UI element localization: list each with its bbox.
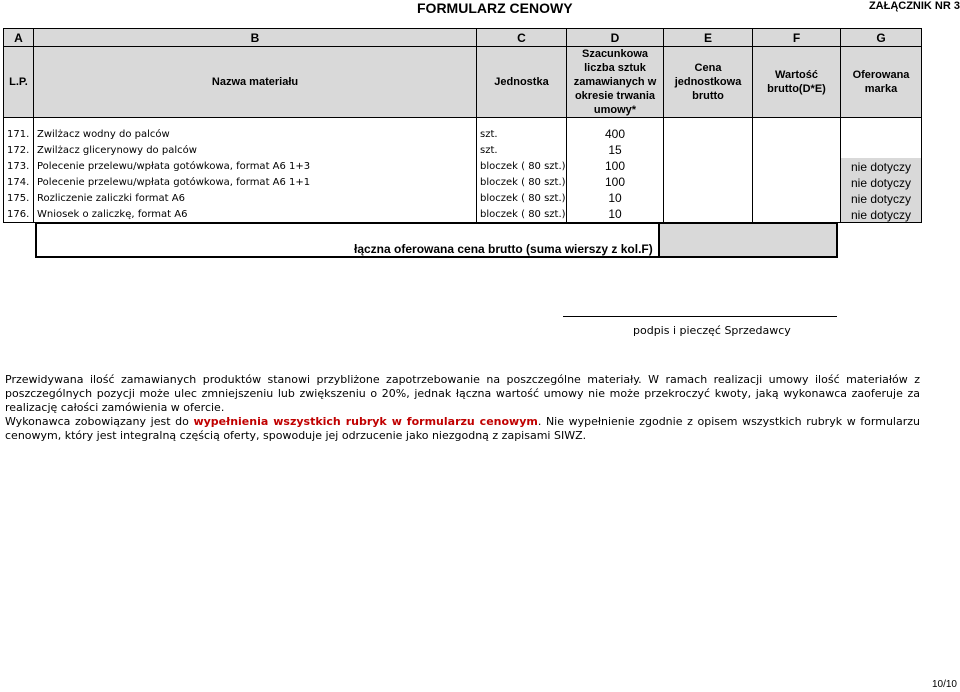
table-row <box>4 206 922 223</box>
page-number: 10/10 <box>931 679 957 690</box>
table-row <box>4 158 922 174</box>
signature-label: podpis i pieczęć Sprzedawcy <box>633 324 791 337</box>
row-lp: 175. <box>4 190 34 206</box>
row-brand-not-applicable: nie dotyczy <box>841 206 922 223</box>
row-lp: 174. <box>4 174 34 190</box>
column-letters-row <box>4 29 922 47</box>
table-row <box>4 142 922 158</box>
price-table <box>3 28 922 223</box>
row-unit: bloczek ( 80 szt.) <box>477 190 567 206</box>
row-unit-price-cell[interactable] <box>664 158 753 174</box>
row-lp: 172. <box>4 142 34 158</box>
row-unit-price-cell[interactable] <box>664 206 753 223</box>
table-row <box>4 126 922 142</box>
header-material-name: Nazwa materiału <box>34 47 477 118</box>
total-price-row <box>35 222 838 258</box>
row-quantity: 10 <box>567 206 664 223</box>
col-letter-b: B <box>34 29 477 47</box>
total-price-cell[interactable] <box>658 222 838 258</box>
row-unit: bloczek ( 80 szt.) <box>477 206 567 223</box>
header-unit: Jednostka <box>477 47 567 118</box>
col-letter-d: D <box>567 29 664 47</box>
row-lp: 176. <box>4 206 34 223</box>
notes-section <box>5 373 920 443</box>
completion-note-start: Wykonawca zobowiązany jest do <box>5 415 194 428</box>
col-letter-e: E <box>664 29 753 47</box>
header-unit-price: Cena jednostkowa brutto <box>664 47 753 118</box>
completion-note <box>5 415 920 443</box>
row-unit-price-cell[interactable] <box>664 190 753 206</box>
col-letter-g: G <box>841 29 922 47</box>
row-quantity: 10 <box>567 190 664 206</box>
table-row <box>4 190 922 206</box>
row-material-name: Zwilżacz wodny do palców <box>34 126 477 142</box>
col-letter-c: C <box>477 29 567 47</box>
row-gross-value-cell[interactable] <box>753 142 841 158</box>
completion-note-highlight: wypełnienia wszystkich rubryk w formularzu cenowym <box>193 415 538 428</box>
row-quantity: 100 <box>567 174 664 190</box>
col-letter-f: F <box>753 29 841 47</box>
row-quantity: 100 <box>567 158 664 174</box>
row-quantity: 400 <box>567 126 664 142</box>
column-headers-row <box>4 47 922 118</box>
table-row <box>4 174 922 190</box>
row-material-name: Rozliczenie zaliczki format A6 <box>34 190 477 206</box>
row-unit-price-cell[interactable] <box>664 174 753 190</box>
signature-line <box>563 316 837 317</box>
completion-note-end: . Nie wypełnienie zgodnie z opisem wszystkich rubryk w formularzu cenowym, który jest integralną częścią oferty, spowoduje jej odrzucenie jako niezgodną z zapisami SIWZ. <box>5 415 920 442</box>
row-gross-value-cell[interactable] <box>753 174 841 190</box>
row-unit: bloczek ( 80 szt.) <box>477 158 567 174</box>
quantity-note: Przewidywana ilość zamawianych produktów stanowi przybliżone zapotrzebowanie na poszczególne materiały. W ramach realizacji umowy ilość materiałów z poszczególnych pozycji może ulec zmniejszeniu lub zwiększeniu o 20%, jednak łączna wartość umowy nie może przekroczyć kwoty, jaką wykonawca zaoferuje za realizację całości zamówienia w ofercie. <box>5 373 920 414</box>
row-brand-not-applicable: nie dotyczy <box>841 158 922 174</box>
header-lp: L.P. <box>4 47 34 118</box>
header-gross-value: Wartość brutto(D*E) <box>753 47 841 118</box>
row-unit: szt. <box>477 142 567 158</box>
row-material-name: Polecenie przelewu/wpłata gotówkowa, format A6 1+3 <box>34 158 477 174</box>
row-lp: 171. <box>4 126 34 142</box>
col-letter-a: A <box>4 29 34 47</box>
row-gross-value-cell[interactable] <box>753 206 841 223</box>
row-unit: szt. <box>477 126 567 142</box>
row-material-name: Polecenie przelewu/wpłata gotówkowa, format A6 1+1 <box>34 174 477 190</box>
row-brand-cell[interactable] <box>841 142 922 158</box>
row-material-name: Zwilżacz glicerynowy do palców <box>34 142 477 158</box>
row-gross-value-cell[interactable] <box>753 126 841 142</box>
total-price-label: łączna oferowana cena brutto (suma wierszy z kol.F) <box>354 242 653 256</box>
row-brand-not-applicable: nie dotyczy <box>841 190 922 206</box>
row-brand-cell[interactable] <box>841 126 922 142</box>
row-gross-value-cell[interactable] <box>753 190 841 206</box>
row-material-name: Wniosek o zaliczkę, format A6 <box>34 206 477 223</box>
row-unit-price-cell[interactable] <box>664 142 753 158</box>
form-title: FORMULARZ CENOWY <box>417 0 573 16</box>
row-quantity: 15 <box>567 142 664 158</box>
row-brand-not-applicable: nie dotyczy <box>841 174 922 190</box>
header-estimated-quantity: Szacunkowa liczba sztuk zamawianych w okresie trwania umowy* <box>567 47 664 118</box>
spacer-row <box>4 118 922 127</box>
row-unit: bloczek ( 80 szt.) <box>477 174 567 190</box>
row-unit-price-cell[interactable] <box>664 126 753 142</box>
row-lp: 173. <box>4 158 34 174</box>
row-gross-value-cell[interactable] <box>753 158 841 174</box>
annex-label: ZAŁĄCZNIK NR 3 <box>868 0 960 12</box>
header-offered-brand: Oferowana marka <box>841 47 922 118</box>
